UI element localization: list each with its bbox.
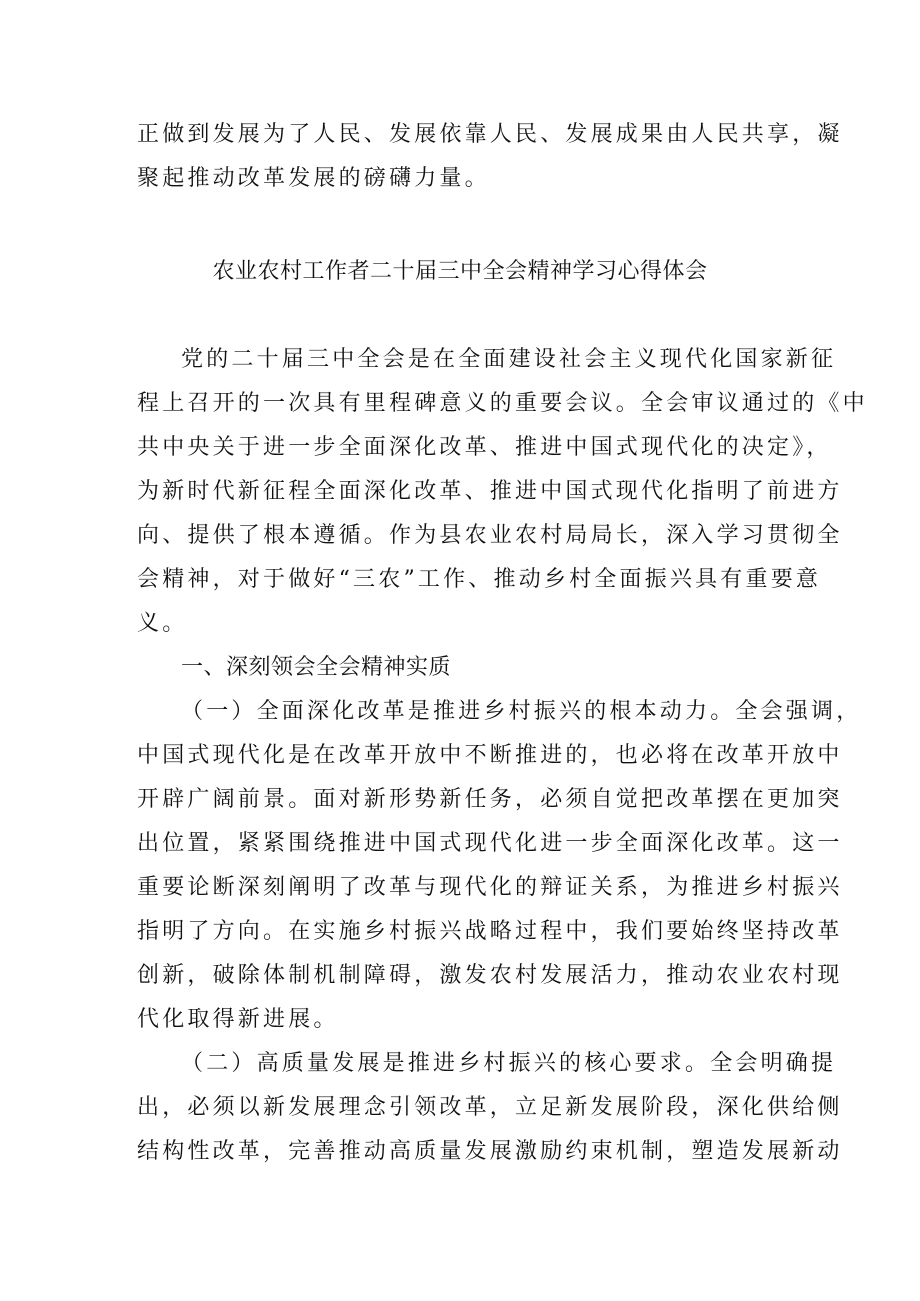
text-line: 中国式现代化是在改革开放中不断推进的，也必将在改革开放中 (137, 743, 843, 768)
document-title: 农业农村工作者二十届三中全会精神学习心得体会 (212, 259, 708, 284)
text-line: 指明了方向。在实施乡村振兴战略过程中，我们要始终坚持改革 (137, 919, 843, 944)
text-line: 共中央关于进一步全面深化改革、推进中国式现代化的决定》， (137, 435, 832, 460)
text-line: （二）高质量发展是推进乡村振兴的核心要求。全会明确提 (181, 1051, 837, 1076)
text-line: 结构性改革，完善推动高质量发展激励约束机制，塑造发展新动 (137, 1139, 843, 1164)
text-line: 义。 (137, 611, 188, 636)
text-line: 聚起推动改革发展的磅礴力量。 (137, 166, 490, 191)
text-line: 重要论断深刻阐明了改革与现代化的辩证关系，为推进乡村振兴 (137, 875, 843, 900)
text-line: 代化取得新进展。 (137, 1007, 339, 1032)
text-line: 党的二十届三中全会是在全面建设社会主义现代化国家新征 (181, 347, 837, 372)
text-line: 创新，破除体制机制障碍，激发农村发展活力，推动农业农村现 (137, 963, 843, 988)
text-line: 为新时代新征程全面深化改革、推进中国式现代化指明了前进方 (137, 479, 843, 504)
text-line: 程上召开的一次具有里程碑意义的重要会议。全会审议通过的《中 (137, 391, 868, 416)
text-line: （一）全面深化改革是推进乡村振兴的根本动力。全会强调， (181, 699, 862, 724)
text-line: 正做到发展为了人民、发展依靠人民、发展成果由人民共享，凝 (137, 122, 843, 147)
text-line: 会精神，对于做好“三农”工作、推动乡村全面振兴具有重要意 (137, 567, 822, 592)
text-line: 向、提供了根本遵循。作为县农业农村局局长，深入学习贯彻全 (137, 523, 843, 548)
text-line: 开辟广阔前景。面对新形势新任务，必须自觉把改革摆在更加突 (137, 787, 843, 812)
text-line: 出位置，紧紧围绕推进中国式现代化进一步全面深化改革。这一 (137, 831, 843, 856)
section-heading: 一、深刻领会全会精神实质 (181, 655, 452, 680)
text-line: 出，必须以新发展理念引领改革，立足新发展阶段，深化供给侧 (137, 1095, 843, 1120)
